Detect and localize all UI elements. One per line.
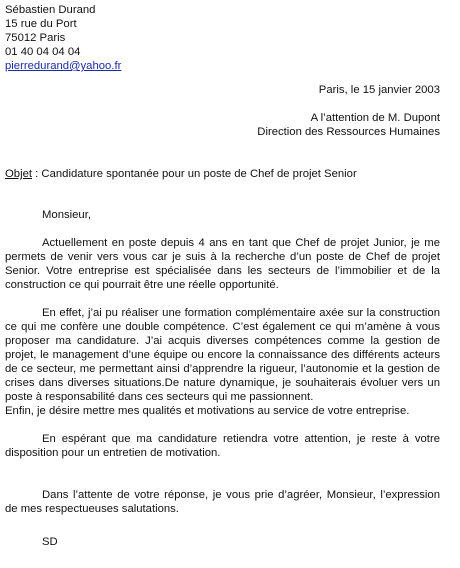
paragraph-4-text: Dans l’attente de votre réponse, je vous prie d’agréer, Monsieur, l’expression de mes respectueuses salutations. [5,489,440,515]
paragraph-2 [5,306,440,418]
sender-block [5,3,225,73]
sender-name: Sébastien Durand [5,4,96,16]
subject-label: Objet [5,168,33,180]
subject-text: : Candidature spontanée pour un poste de Chef de projet Senior [32,168,357,180]
sender-street: 15 rue du Port [5,18,77,30]
date-line: Paris, le 15 janvier 2003 [318,84,440,96]
paragraph-1-text: Actuellement en poste depuis 4 ans en tant que Chef de projet Junior, je me permets de venir vers vous car je suis à la recherche d’un poste de Chef de projet Senior. Votre entreprise est spécialisée dans les secteurs de l’immobilier et de la construction ce qui pourrait être une réelle opportunité. [5,237,440,291]
subject-line [5,167,357,181]
sender-city: 75012 Paris [5,32,66,44]
paragraph-2-text: En effet, j’ai pu réaliser une formation complémentaire axée sur la construction ce qui me confère une double compétence. C’est également ce qui m’amène à vous proposer ma candidature. J’ai acquis diverses compétences comme la gestion de projet, le management d’une équipe ou encore la connaissance des différents acteurs de ce secteur, me permettant ainsi d’apprendre la rigueur, l’autonomie et la gestion de crises dans diverses situations.De nature dynamique, je souhaiterais évoluer vers un poste à responsabilité dans ces secteurs qui me passionnent. [5,307,440,403]
recipient-department: Direction des Ressources Humaines [257,126,440,138]
paragraph-3 [5,432,440,460]
paragraph-4 [5,488,440,516]
paragraph-2-closing: Enfin, je désire mettre mes qualités et motivations au service de votre entreprise. [5,405,410,417]
salutation: Monsieur, [42,209,91,221]
signature: SD [42,536,58,548]
sender-email-link[interactable]: pierredurand@yahoo.fr [5,60,122,72]
recipient-attention: A l’attention de M. Dupont [310,112,440,124]
sender-phone: 01 40 04 04 04 [5,46,81,58]
paragraph-1 [5,236,440,292]
paragraph-3-text: En espérant que ma candidature retiendra votre attention, je reste à votre disposition pour un entretien de motivation. [5,433,440,459]
